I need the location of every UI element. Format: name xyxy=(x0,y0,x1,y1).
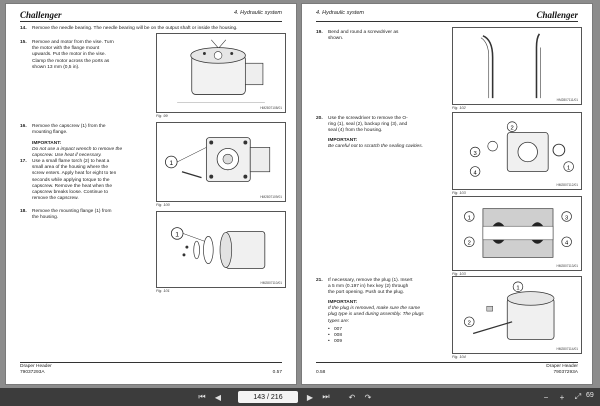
figure-104: 1 2 HM2807114/01 xyxy=(452,276,582,354)
zoom-in-icon[interactable]: + xyxy=(559,392,565,402)
callout-1: 1 xyxy=(169,159,174,167)
header-rule xyxy=(20,21,282,22)
callout-2-fig104: 2 xyxy=(467,320,471,327)
callout-1-fig103: 1 xyxy=(567,165,571,172)
figure-103b: 1 2 3 4 HM2807113/01 xyxy=(452,196,582,271)
callout-2-fig103b: 2 xyxy=(467,240,471,247)
plug-removal-illustration xyxy=(453,277,581,353)
mounting-flange-removal-illustration xyxy=(157,212,285,287)
figure-103-caption: Fig. 103 xyxy=(452,191,466,195)
figure-99-caption: Fig. 99 xyxy=(156,114,168,118)
page-number-input[interactable]: 143 / 216 xyxy=(238,391,298,403)
header-rule-right xyxy=(316,21,578,22)
callout-1-fig101: 1 xyxy=(175,231,180,239)
footer-right: Draper Header 79037293A xyxy=(546,364,578,375)
figure-103b-caption: Fig. 103 xyxy=(452,272,466,276)
footer-rule-right xyxy=(316,362,578,363)
seal-cross-section-illustration xyxy=(453,197,581,270)
fit-icon[interactable]: ⤢ xyxy=(574,392,582,401)
capscrew-heating-illustration xyxy=(157,123,285,201)
plug-types-list xyxy=(328,327,428,346)
page-number-right: 0.58 xyxy=(316,370,326,375)
callout-4-fig103b: 4 xyxy=(565,240,569,247)
figure-100-caption: Fig. 100 xyxy=(156,203,170,207)
prev-page-icon[interactable]: ◀ xyxy=(214,392,222,402)
motor-flange-illustration xyxy=(157,34,285,112)
left-page: Challenger 4. Hydraulic system 14. Remove the needle bearing. The needle bearing will be on the output shaft or inside the housing. 15. Remove and motor from the vise. Turn the motor with the flange mount upwards. Put the motor in the vise. Clamp the motor across the ports as shown 13 mm (0,5 in). HM2807108/01 Fig. 99 16. Remove the capscrew (1) from the mounting flange. IMPORTANT: Do not use a impact wrench to remove the capscrew. Use heat if necessary. 17. Use a small flame torch (2) to heat a small area of the housing where the screw enters. Apply heat for eight to ten seconds while applying torque to the capscrew. Remove the heat when the capscrew breaks loose. Continue to remove the capscrew. 1 HM2807109/01 Fig. 100 18. Remove the mounting flange (1) from the housing. 1 HM2807110/01 Fig. 101 Draper Header 79037293A 0.57 xyxy=(5,3,297,385)
callout-3-fig103b: 3 xyxy=(565,215,569,222)
figure-101: 1 HM2807110/01 xyxy=(156,211,286,288)
first-page-icon[interactable]: ⏮ xyxy=(198,392,206,401)
important-note-right-1: IMPORTANT: Be careful not to scratch the sealing cavities. xyxy=(328,138,423,150)
viewer-toolbar xyxy=(0,388,600,406)
figure-103: 2 3 4 1 HM2807112/01 xyxy=(452,112,582,190)
right-page: 4. Hydraulic system Challenger 19. Bend and round a screwdriver as shown. HM2807111/01 Fig. 102 20. Use the screwdriver to remove the O-ring (1), seal (2), backup ring (3), and seal (4) from the housing. IMPORTANT: Be careful not to scratch the sealing cavities. 2 3 4 1 HM2807112/01 Fig. 103 1 2 3 4 HM2807113/01 Fig. 103 21. If necessary, remove the plug (1). Insert a 5 mm (0.197 in) hex key (2) through the port opening. Push out the plug. IMPORTANT: If the plug is removed, make sure the same plug type is used during assembly. The plugs types are: • 007 • 008 • 009 1 2 HM2807114/01 Fig. 104 0.58 Draper Header 79037293A xyxy=(301,3,593,385)
list-item: • 009 xyxy=(328,339,428,345)
header-logo: Challenger xyxy=(20,10,62,20)
figure-100: 1 HM2807109/01 xyxy=(156,122,286,202)
undo-icon[interactable]: ↶ xyxy=(348,392,356,402)
callout-3: 3 xyxy=(473,150,477,157)
callout-2: 2 xyxy=(510,125,514,132)
page-number-left: 0.57 xyxy=(272,370,282,375)
zoom-out-icon[interactable]: − xyxy=(543,392,549,402)
seal-removal-illustration xyxy=(453,113,581,189)
redo-icon[interactable]: ↷ xyxy=(364,392,372,402)
important-note-left: IMPORTANT: Do not use a impact wrench to remove the capscrew. Use heat if necessary. xyxy=(32,141,123,159)
callout-4: 4 xyxy=(473,170,477,177)
zoom-level: 69 xyxy=(586,392,594,399)
figure-99: HM2807108/01 xyxy=(156,33,286,113)
important-note-right-2: IMPORTANT: If the plug is removed, make sure the same plug type is used during assembly. The plugs types are: • 007 • 008 • 009 xyxy=(328,298,428,345)
next-page-icon[interactable]: ▶ xyxy=(306,392,314,402)
figure-102: HM2807111/01 xyxy=(452,27,582,105)
last-page-icon[interactable]: ⏭ xyxy=(322,392,330,401)
footer-rule xyxy=(20,362,282,363)
footer-left: Draper Header 79037293A xyxy=(20,364,52,375)
bent-screwdriver-illustration xyxy=(453,28,581,104)
header-section: 4. Hydraulic system xyxy=(234,10,282,16)
figure-102-caption: Fig. 102 xyxy=(452,106,466,110)
header-section-right: 4. Hydraulic system xyxy=(316,10,364,16)
header-logo-right: Challenger xyxy=(536,10,578,20)
callout-1-fig104: 1 xyxy=(516,285,520,292)
list-item: • 008 xyxy=(328,333,428,339)
callout-1-fig103b: 1 xyxy=(467,215,471,222)
figure-101-caption: Fig. 101 xyxy=(156,289,170,293)
list-item: • 007 xyxy=(328,327,428,333)
figure-104-caption: Fig. 104 xyxy=(452,355,466,359)
